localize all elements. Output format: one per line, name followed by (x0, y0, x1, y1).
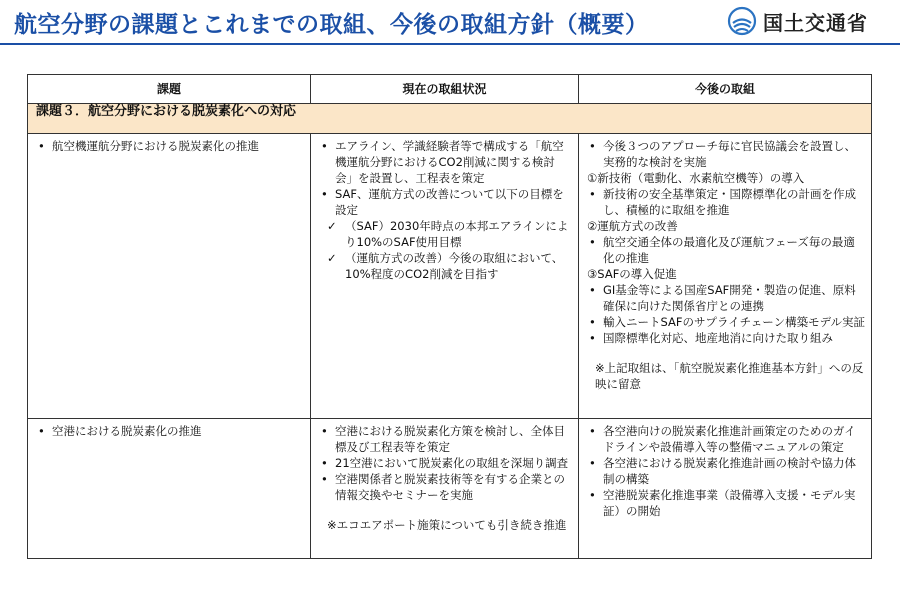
list-item: • 各空港向けの脱炭素化推進計画策定のためのガイドラインや設備導入等の整備マニュアルの策定 (587, 423, 865, 455)
future-cell (579, 419, 872, 559)
page-title: 航空分野の課題とこれまでの取組、今後の取組方針（概要） (14, 12, 649, 38)
list-item: • 空港における脱炭素化方策を検討し、全体目標及び工程表等を策定 (319, 423, 572, 455)
logo-text: 国土交通省 (763, 10, 868, 35)
ministry-logo (727, 6, 868, 36)
header-current: 現在の取組状況 (311, 75, 579, 104)
group-heading: ②運航方式の改善 (587, 219, 678, 233)
note-text: ※エコエアポート施策についても引き続き推進 (327, 518, 567, 532)
list-item: • エアライン、学識経験者等で構成する「航空機運航分野におけるCO2削減に関する検討会」を設置し、工程表を策定 (319, 138, 572, 186)
list-item: • 今後３つのアプローチ毎に官民協議会を設置し、実務的な検討を実施 (587, 138, 865, 170)
list-item: • 国際標準化対応、地産地消に向けた取り組み (587, 330, 865, 346)
header-future: 今後の取組 (579, 75, 872, 104)
issues-table (27, 74, 872, 559)
section-row (28, 104, 872, 134)
group-heading: ③SAFの導入促進 (587, 267, 677, 281)
table-row (28, 134, 872, 419)
list-item: • 空港関係者と脱炭素技術等を有する企業との情報交換やセミナーを実施 (319, 471, 572, 503)
list-item: • 航空交通全体の最適化及び運航フェーズ毎の最適化の推進 (587, 234, 865, 266)
check-item: ✓ （運航方式の改善）今後の取組において、10%程度のCO2削減を目指す (319, 250, 572, 282)
current-cell (311, 134, 579, 419)
future-cell (579, 134, 872, 419)
list-item: • 21空港において脱炭素化の取組を深堀り調査 (319, 455, 572, 471)
current-cell (311, 419, 579, 559)
table-row (28, 419, 872, 559)
title-divider (0, 43, 900, 45)
issue-text: • 航空機運航分野における脱炭素化の推進 (36, 138, 304, 154)
list-item: • SAF、運航方式の改善について以下の目標を設定 (319, 186, 572, 218)
list-item: • 新技術の安全基準策定・国際標準化の計画を作成し、積極的に取組を推進 (587, 186, 865, 218)
section-heading: 課題３．航空分野における脱炭素化への対応 (28, 104, 872, 134)
check-item: ✓ （SAF）2030年時点の本邦エアラインにより10%のSAF使用目標 (319, 218, 572, 250)
mlit-logo-icon (727, 6, 757, 36)
issue-text: • 空港における脱炭素化の推進 (36, 423, 304, 439)
issue-cell (28, 134, 311, 419)
issue-cell (28, 419, 311, 559)
note-text: ※上記取組は、「航空脱炭素化推進基本方針」への反映に留意 (595, 361, 864, 391)
list-item: • 空港脱炭素化推進事業（設備導入支援・モデル実証）の開始 (587, 487, 865, 519)
list-item: • 輸入ニートSAFのサプライチェーン構築モデル実証 (587, 314, 865, 330)
list-item: • 各空港における脱炭素化推進計画の検討や協力体制の構築 (587, 455, 865, 487)
header-issue: 課題 (28, 75, 311, 104)
list-item: • GI基金等による国産SAF開発・製造の促進、原料確保に向けた関係省庁との連携 (587, 282, 865, 314)
table-header-row (28, 75, 872, 104)
group-heading: ①新技術（電動化、水素航空機等）の導入 (587, 171, 805, 185)
